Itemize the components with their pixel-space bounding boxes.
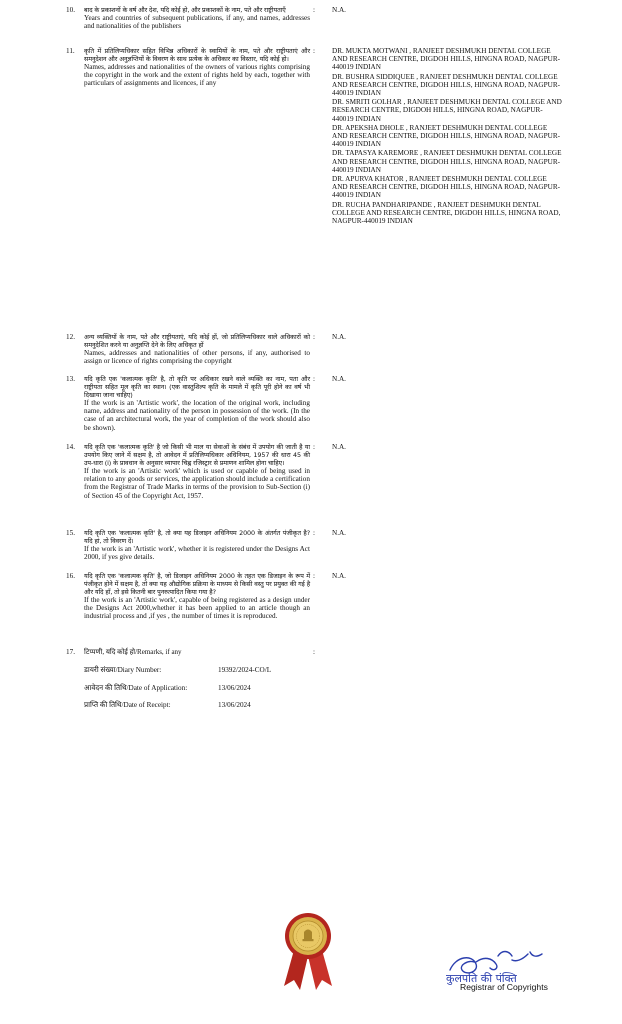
owner-entry: DR. TAPASYA KAREMORE , RANJEET DESHMUKH DENTAL COLLEGE AND RESEARCH CENTRE, DIGDOH HILLS, HINGNA ROAD, NAGPUR-440019 INDIAN	[332, 149, 562, 174]
application-date-label: आवेदन की तिथि/Date of Application:	[84, 684, 188, 692]
colon: :	[313, 648, 315, 656]
entry-number: 12.	[66, 333, 75, 341]
colon: :	[313, 572, 315, 580]
label-english: If the work is an 'Artistic work' which is used or capable of being used in relation to any goods or services, the application should include a certification from the Registrar of Trade Marks in terms of the provision to Sub-Section (i) of Section 45 of the Copyright Act, 1957.	[84, 467, 310, 500]
label-english: If the work is an 'Artistic work', the location of the original work, including name, address and nationality of the person in possession of the work. (In the case of an architectural work, the year of completion of the work should also be shown).	[84, 399, 310, 432]
application-date-value: 13/06/2024	[218, 684, 251, 692]
owner-entry: DR. MUKTA MOTWANI , RANJEET DESHMUKH DENTAL COLLEGE AND RESEARCH CENTRE, DIGDOH HILLS, HINGNA ROAD, NAGPUR-440019 INDIAN	[332, 47, 561, 72]
receipt-date-label: प्राप्ति की तिथि/Date of Receipt:	[84, 701, 171, 709]
owner-entry: DR. RUCHA PANDHARIPANDE , RANJEET DESHMUKH DENTAL COLLEGE AND RESEARCH CENTRE, DIGDOH HILLS, HINGNA ROAD, NAGPUR-440019 INDIAN	[332, 200, 561, 226]
entry-number: 14.	[66, 443, 75, 451]
signature-text: कुलपति की पंक्ति	[446, 972, 517, 985]
registrar-title: Registrar of Copyrights	[460, 982, 548, 992]
receipt-date-value: 13/06/2024	[218, 701, 251, 709]
official-seal-icon	[280, 912, 336, 992]
entry-number: 17.	[66, 648, 75, 656]
entry-label	[84, 375, 310, 432]
entry-number: 16.	[66, 572, 75, 580]
label-english: Years and countries of subsequent publications, if any, and names, addresses and nationalities of the publishers	[84, 14, 310, 31]
colon: :	[313, 6, 315, 14]
diary-number-value: 19392/2024-CO/L	[218, 666, 272, 674]
entry-label	[84, 47, 310, 88]
owner-entry: DR. BUSHRA SIDDIQUEE , RANJEET DESHMUKH DENTAL COLLEGE AND RESEARCH CENTRE, DIGDOH HILLS, HINGNA ROAD, NAGPUR-440019 INDIAN	[332, 72, 561, 98]
label-hindi: यदि कृति एक 'कलात्मक कृति' है, जो डिजाइन अधिनियम 2000 के तहत एक डिजाइन के रूप में पंजीकृत होने में सक्षम है, तो क्या यह औद्योगिक प्रक्रिया के माध्यम से किसी वस्तु पर प्रयुक्त की गई है और यदि हाँ, तो इसे कितनी बार पुनरुत्पादित किया गया है?	[84, 572, 310, 596]
label-english: Names, addresses and nationalities of other persons, if any, authorised to assign or licence of rights comprising the copyright	[84, 349, 310, 366]
label-english: If the work is an 'Artistic work', capable of being registered as a design under the Designs Act 2000,whether it has been applied to an article though an industrial process and ,if yes , the number of times it is reproduced.	[84, 596, 310, 621]
entry-label	[84, 6, 310, 30]
label-english: Names, addresses and nationalities of the owners of various rights comprising the copyright in the work and the extent of rights held by each, together with particulars of assignments and licences, if any	[84, 63, 310, 88]
entry-value: N.A.	[332, 572, 346, 580]
remarks-label: टिप्पणी, यदि कोई हो/Remarks, if any	[84, 648, 182, 656]
colon: :	[313, 333, 315, 341]
colon: :	[313, 47, 315, 55]
entry-value: N.A.	[332, 375, 346, 383]
entry-label	[84, 443, 310, 500]
label-hindi: अन्य व्यक्तियों के नाम, पते और राष्ट्रीयताएं, यदि कोई हों, जो प्रतिलिप्यधिकार वाले अधिकारों को समनुदेशित करने या अनुज्ञप्ति देने के लिए अधिकृत हों	[84, 333, 310, 349]
colon: :	[313, 529, 315, 537]
colon: :	[313, 443, 315, 451]
entry-number: 13.	[66, 375, 75, 383]
entry-value: N.A.	[332, 333, 346, 341]
entry-label	[84, 572, 310, 621]
label-hindi: यदि कृति एक 'कलात्मक कृति' है, तो क्या यह डिजाइन अधिनियम 2000 के अंतर्गत पंजीकृत है? यदि हां, तो विवरण दें।	[84, 529, 310, 545]
label-hindi: कृति में प्रतिलिप्यधिकार सहित विभिन्न अधिकारों के स्वामियों के नाम, पते और राष्ट्रीयताएं और समनुदेशन और अनुज्ञप्तियों के विवरण के साथ प्रत्येक के अधिकार का विस्तार, यदि कोई हो।	[84, 47, 310, 63]
entry-number: 15.	[66, 529, 75, 537]
owner-entry: DR. APEKSHA DHOLE , RANJEET DESHMUKH DENTAL COLLEGE AND RESEARCH CENTRE, DIGDOH HILLS, HINGNA ROAD, NAGPUR-440019 INDIAN	[332, 123, 561, 149]
label-english: If the work is an 'Artistic work', whether it is registered under the Designs Act 2000, if yes give details.	[84, 545, 310, 562]
entry-number: 10.	[66, 6, 75, 14]
entry-label	[84, 333, 310, 365]
entry-value: N.A.	[332, 443, 346, 451]
entry-label	[84, 529, 310, 561]
entry-number: 11.	[66, 47, 75, 55]
label-hindi: यदि कृति एक 'कलात्मक कृति' है जो किसी भी माल या सेवाओं के संबंध में उपयोग की जाती है या उपयोग किए जाने में सक्षम है, तो आवेदन में प्रतिलिप्यधिकार अधिनियम, 1957 की धारा 45 की उप-धारा (i) के प्रावधान के अनुसार व्यापार चिह्न रजिस्ट्रार से प्रमाणन शामिल होना चाहिए।	[84, 443, 310, 467]
owner-entry: DR. SMRITI GOLHAR , RANJEET DESHMUKH DENTAL COLLEGE AND RESEARCH CENTRE, DIGDOH HILLS, HINGNA ROAD, NAGPUR-440019 INDIAN	[332, 98, 562, 123]
colon: :	[313, 375, 315, 383]
owner-entry: DR. APURVA KHATOR , RANJEET DESHMUKH DENTAL COLLEGE AND RESEARCH CENTRE, DIGDOH HILLS, HINGNA ROAD, NAGPUR-440019 INDIAN	[332, 175, 561, 200]
entry-value: N.A.	[332, 6, 346, 14]
diary-number-label: डायरी संख्या/Diary Number:	[84, 666, 162, 674]
owners-list	[332, 47, 562, 225]
entry-value: N.A.	[332, 529, 346, 537]
label-hindi: यदि कृति एक 'कलात्मक कृति' है, तो कृति पर अधिकार रखने वाले व्यक्ति का नाम, पता और राष्ट्रीयता सहित मूल कृति का स्थान। (एक वास्तुशिल्प कृति के मामले में कृति पूरी होने का वर्ष भी दिखाया जाना चाहिए)	[84, 375, 310, 399]
label-hindi: बाद के प्रकाशनों के वर्ष और देश, यदि कोई हो, और प्रकाशकों के नाम, पते और राष्ट्रीयताएँ	[84, 6, 286, 14]
